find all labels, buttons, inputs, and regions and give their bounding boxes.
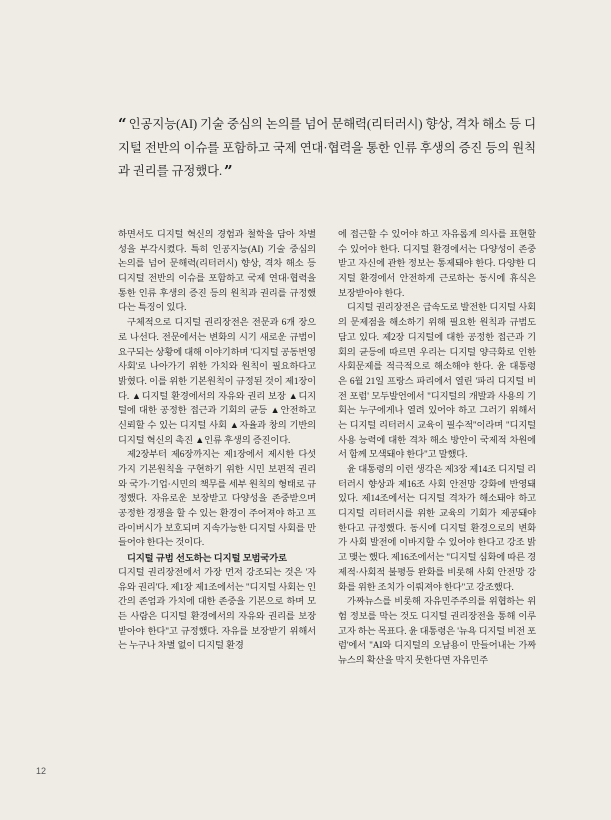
quote-open-icon: “ — [118, 115, 126, 133]
pull-quote — [118, 112, 536, 185]
paragraph: 구체적으로 디지털 권리장전은 전문과 6개 장으로 나선다. 전문에서는 변화의 시기 새로운 규범이 요구되는 상황에 대해 이야기하며 '디지털 공동번영사회'로 나아가기 위한 가치와 원칙이 필요하다고 밝혔다. 이를 위한 기본원칙이 규정된 것이 제1장이다. ▲디지털 환경에서의 자유와 권리 보장 ▲디지털에 대한 공정한 접근과 기회의 균등 ▲안전하고 신뢰할 수 있는 디지털 사회 ▲자율과 창의 기반의 디지털 혁신의 촉진 ▲인류 후생의 증진이다. — [118, 318, 316, 446]
right-column — [338, 228, 536, 669]
paragraph: 가짜뉴스를 비롯해 자유민주주의를 위협하는 위험 정보를 막는 것도 디지털 권리장전을 통해 이루고자 하는 목표다. 윤 대통령은 '뉴욕 디지털 비전 포럼'에서 "AI와 디지털의 오남용이 만들어내는 가짜뉴스의 확산을 막지 못한다면 자유민주 — [338, 597, 536, 666]
body-columns — [118, 228, 536, 669]
left-column — [118, 228, 316, 669]
pull-quote-text: 인공지능(AI) 기술 중심의 논의를 넘어 문해력(리터러시) 향상, 격차 해소 등 디지털 전반의 이슈를 포함하고 국제 연대·협력을 통한 인류 후생의 증진 등의 원칙과 권리를 규정했다. — [118, 117, 536, 179]
paragraph: 윤 대통령의 이런 생각은 제3장 제14조 디지털 리터러시 향상과 제16조 사회 안전망 강화에 반영돼 있다. 제14조에서는 디지털 격차가 해소돼야 하고 디지털 리터러시를 위한 교육의 기회가 제공돼야 한다고 규정했다. 동시에 디지털 환경으로의 변화가 사회 발전에 이바지할 수 있어야 한다고 강조 밝고 맺는 했다. 제16조에서는 "디지털 심화에 따른 경제적·사회적 불평등 완화를 비롯해 사회 안전망 강화를 위한 조치가 이뤄져야 한다"고 강조했다. — [338, 465, 536, 593]
paragraph: 에 접근할 수 있어야 하고 자유롭게 의사를 표현할 수 있어야 한다. 디지털 환경에서는 다양성이 존중받고 자신에 관한 정보는 통제돼야 한다. 다양한 디지털 환경에서 안전하게 근로하는 동시에 휴식은 보장받아야 한다. — [338, 230, 536, 299]
quote-close-icon: ” — [223, 162, 232, 181]
paragraph: 하면서도 디지털 혁신의 경험과 철학을 담아 차별성을 부각시켰다. 특히 인공지능(AI) 기술 중심의 논의를 넘어 문해력(리터러시) 향상, 격차 해소 등 디지털 전반의 이슈를 포함하고 국제 연대·협력을 통한 인류 후생의 증진 등의 원칙과 권리를 규정했다는 특징이 있다. — [118, 230, 316, 314]
paragraph: 디지털 권리장전은 급속도로 발전한 디지털 사회의 문제점을 해소하기 위해 필요한 원칙과 규범도 담고 있다. 제2장 디지털에 대한 공정한 접근과 기회의 균등에 따르면 우리는 디지털 양극화로 인한 사회문제를 적극적으로 해소해야 한다. 윤 대통령은 6월 21일 프랑스 파리에서 열린 '파리 디지털 비전 포럼' 모두발언에서 "디지털의 개발과 사용의 기회는 누구에게나 열려 있어야 하고 그러기 위해서는 디지털 리터러시 교육이 필수적"이라며 "디지털 사용 능력에 대한 격차 해소 방안이 국제적 차원에서 함께 모색돼야 한다"고 말했다. — [338, 303, 536, 461]
page-number: 12 — [36, 766, 47, 776]
paragraph: 제2장부터 제6장까지는 제1장에서 제시한 다섯 가지 기본원칙을 구현하기 위한 시민 보편적 권리와 국가·기업·시민의 책무를 세부 원칙의 형태로 규정했다. 자유로운 보장받고 다양성을 존중받으며 공정한 경쟁을 할 수 있는 환경이 주어져야 하고 프라이버시가 보호되며 지속가능한 디지털 사회를 만들어야 한다는 것이다. — [118, 450, 316, 549]
section-subheading: 디지털 규범 선도하는 디지털 모범국가로 — [127, 553, 287, 564]
paragraph: 디지털 권리장전에서 가장 먼저 강조되는 것은 '자유와 권리'다. 제1장 제1조에서는 "디지털 사회는 인간의 존엄과 가치에 대한 존중을 기본으로 하며 모든 사람은 디지털 환경에서의 자유와 권리를 보장받아야 한다"고 규정했다. 자유를 보장받기 위해서는 누구나 차별 없이 디지털 환경 — [118, 567, 316, 652]
